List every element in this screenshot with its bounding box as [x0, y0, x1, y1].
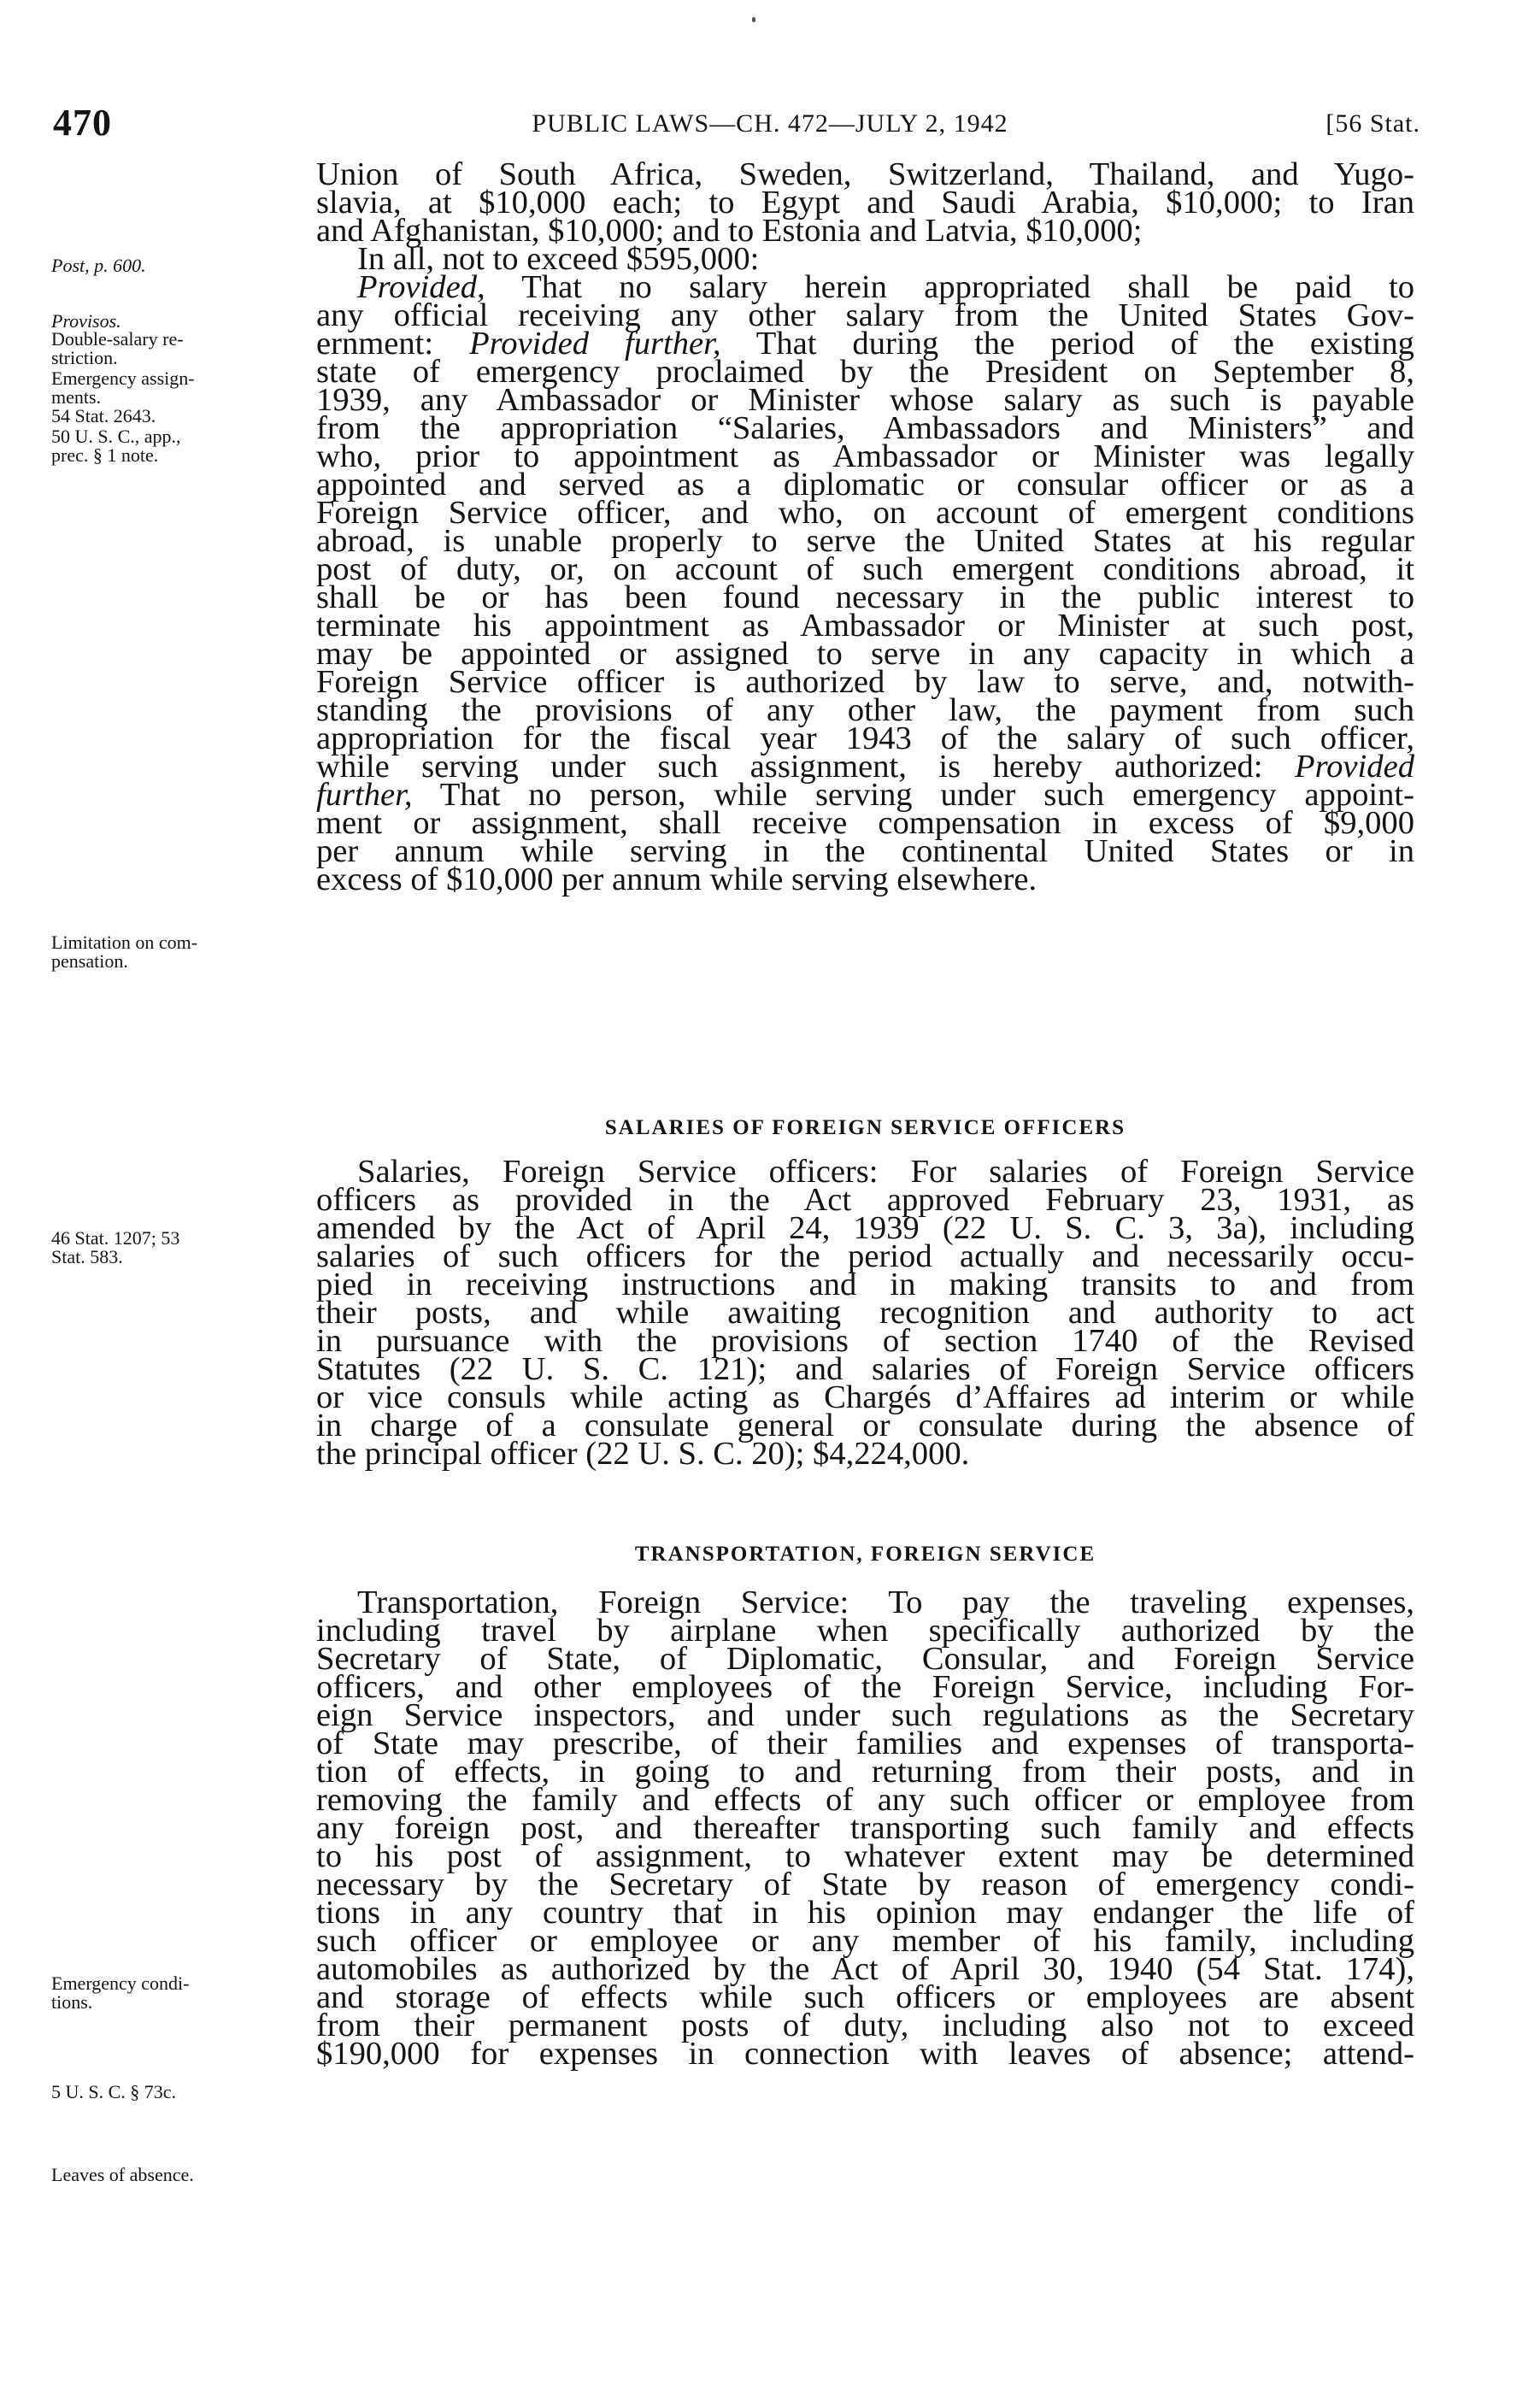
text-line: appropriation for the fiscal year 1943 of the salary of such officer, [316, 720, 1414, 756]
text-line: eign Service inspectors, and under such regulations as the Secretary [316, 1697, 1414, 1733]
salaries-paragraph [316, 1154, 1414, 1472]
marginal-note-provisos: Provisos. [51, 310, 121, 332]
marginal-note-emergency-assignments: Emergency assign- ments. [51, 367, 195, 408]
text-line: tions in any country that in his opinion may endanger the life of [316, 1895, 1414, 1931]
text-line: in pursuance with the provisions of section 1740 of the Revised [316, 1323, 1414, 1359]
text-line: Salaries, Foreign Service officers: For salaries of Foreign Service [357, 1154, 1414, 1190]
text-line: Foreign Service officer is authorized by law to serve, and, notwith- [316, 664, 1414, 700]
text-line: from the appropriation “Salaries, Ambassadors and Ministers” and [316, 410, 1414, 446]
marginal-note-stat-1207: 46 Stat. 1207; 53 Stat. 583. [51, 1227, 180, 1267]
text-line: while serving under such assignment, is hereby authorized: Provided [316, 749, 1414, 785]
text-line: post of duty, or, on account of such emergent conditions abroad, it [316, 551, 1414, 587]
text-line: and storage of effects while such officers or employees are absent [316, 1979, 1414, 2015]
marginal-note-usc-73c: 5 U. S. C. § 73c. [51, 2081, 177, 2102]
text-line: $190,000 for expenses in connection with leaves of absence; attend- [316, 2036, 1414, 2072]
text-line: their posts, and while awaiting recognition and authority to act [316, 1295, 1414, 1331]
print-speck [752, 17, 755, 22]
text-line: any official receiving any other salary from the United States Gov- [316, 297, 1414, 333]
text-line: including travel by airplane when specifically authorized by the [316, 1613, 1414, 1649]
marginal-note-leaves: Leaves of absence. [51, 2164, 194, 2185]
text-line: abroad, is unable properly to serve the United States at his regular [316, 523, 1414, 559]
marginal-note-double-salary: Double-salary re- striction. [51, 328, 184, 368]
text-line: Transportation, Foreign Service: To pay the traveling expenses, [357, 1584, 1414, 1620]
text-line: Secretary of State, of Diplomatic, Consular, and Foreign Service [316, 1641, 1414, 1677]
text-line: salaries of such officers for the period actually and necessarily occu- [316, 1238, 1414, 1274]
text-line: ernment: Provided further, That during the period of the existing [316, 326, 1414, 362]
page-number: 470 [53, 102, 112, 144]
text-line: ment or assignment, shall receive compensation in excess of $9,000 [316, 805, 1414, 841]
text-line: in charge of a consulate general or consulate during the absence of [316, 1408, 1414, 1443]
text-line: may be appointed or assigned to serve in any capacity in which a [316, 636, 1414, 672]
text-line: of State may prescribe, of their families and expenses of transporta- [316, 1726, 1414, 1761]
marginal-note-stat-2643: 54 Stat. 2643. [51, 405, 156, 426]
text-line: to his post of assignment, to whatever extent may be determined [316, 1838, 1414, 1874]
text-line: or vice consuls while acting as Chargés d’Affaires ad interim or while [316, 1379, 1414, 1415]
section-heading-salaries: SALARIES OF FOREIGN SERVICE OFFICERS [604, 1116, 1126, 1139]
text-line: automobiles as authorized by the Act of April 30, 1940 (54 Stat. 174), [316, 1951, 1414, 1987]
marginal-note-post: Post, p. 600. [51, 255, 146, 276]
text-line: slavia, at $10,000 each; to Egypt and Saudi Arabia, $10,000; to Iran [316, 185, 1414, 220]
text-line: per annum while serving in the continental United States or in [316, 833, 1414, 869]
marginal-note-emergency-conditions: Emergency condi- tions. [51, 1973, 190, 2013]
text-line: necessary by the Secretary of State by reason of emergency condi- [316, 1867, 1414, 1902]
transportation-paragraph [316, 1584, 1414, 2072]
text-line: who, prior to appointment as Ambassador or Minister was legally [316, 438, 1414, 474]
page-header [0, 101, 1540, 144]
text-line: standing the provisions of any other law, the payment from such [316, 692, 1414, 728]
marginal-note-usc-app: 50 U. S. C., app., prec. § 1 note. [51, 426, 181, 466]
section-heading-transportation: TRANSPORTATION, FOREIGN SERVICE [634, 1543, 1096, 1566]
text-line: excess of $10,000 per annum while serving elsewhere. [316, 861, 1037, 897]
text-line: Union of South Africa, Sweden, Switzerland, Thailand, and Yugo- [316, 156, 1414, 192]
text-line: shall be or has been found necessary in the public interest to [316, 579, 1414, 615]
text-line: such officer or employee or any member of his family, including [316, 1923, 1414, 1959]
text-line: any foreign post, and thereafter transporting such family and effects [316, 1810, 1414, 1846]
text-line: from their permanent posts of duty, including also not to exceed [316, 2008, 1414, 2043]
text-line: removing the family and effects of any such officer or employee from [316, 1782, 1414, 1818]
text-line: amended by the Act of April 24, 1939 (22 U. S. C. 3, 3a), including [316, 1210, 1414, 1246]
volume-reference: [56 Stat. [1325, 109, 1420, 138]
text-line: Statutes (22 U. S. C. 121); and salaries of Foreign Service officers [316, 1351, 1414, 1387]
text-line: officers, and other employees of the Foreign Service, including For- [316, 1669, 1414, 1705]
text-line: and Afghanistan, $10,000; and to Estonia and Latvia, $10,000; [316, 213, 1143, 249]
text-line: Foreign Service officer, and who, on account of emergent conditions [316, 495, 1414, 531]
running-head: PUBLIC LAWS—CH. 472—JULY 2, 1942 [532, 109, 1008, 138]
text-line: 1939, any Ambassador or Minister whose salary as such is payable [316, 382, 1414, 418]
text-line: terminate his appointment as Ambassador or Minister at such post, [316, 608, 1414, 644]
text-line: state of emergency proclaimed by the President on September 8, [316, 354, 1414, 390]
text-line: the principal officer (22 U. S. C. 20); $4,224,000. [316, 1436, 970, 1472]
total-line: In all, not to exceed $595,000: [357, 241, 760, 277]
text-line: further, That no person, while serving under such emergency appoint- [316, 777, 1414, 813]
text-line: tion of effects, in going to and returning from their posts, and in [316, 1754, 1414, 1790]
text-line: Provided, That no salary herein appropriated shall be paid to [357, 269, 1415, 305]
text-line: pied in receiving instructions and in making transits to and from [316, 1267, 1414, 1302]
text-line: officers as provided in the Act approved February 23, 1931, as [316, 1182, 1414, 1218]
marginal-note-limitation: Limitation on com- pensation. [51, 932, 198, 972]
text-line: appointed and served as a diplomatic or consular officer or as a [316, 467, 1414, 503]
appropriation-paragraph-1 [316, 156, 1415, 897]
